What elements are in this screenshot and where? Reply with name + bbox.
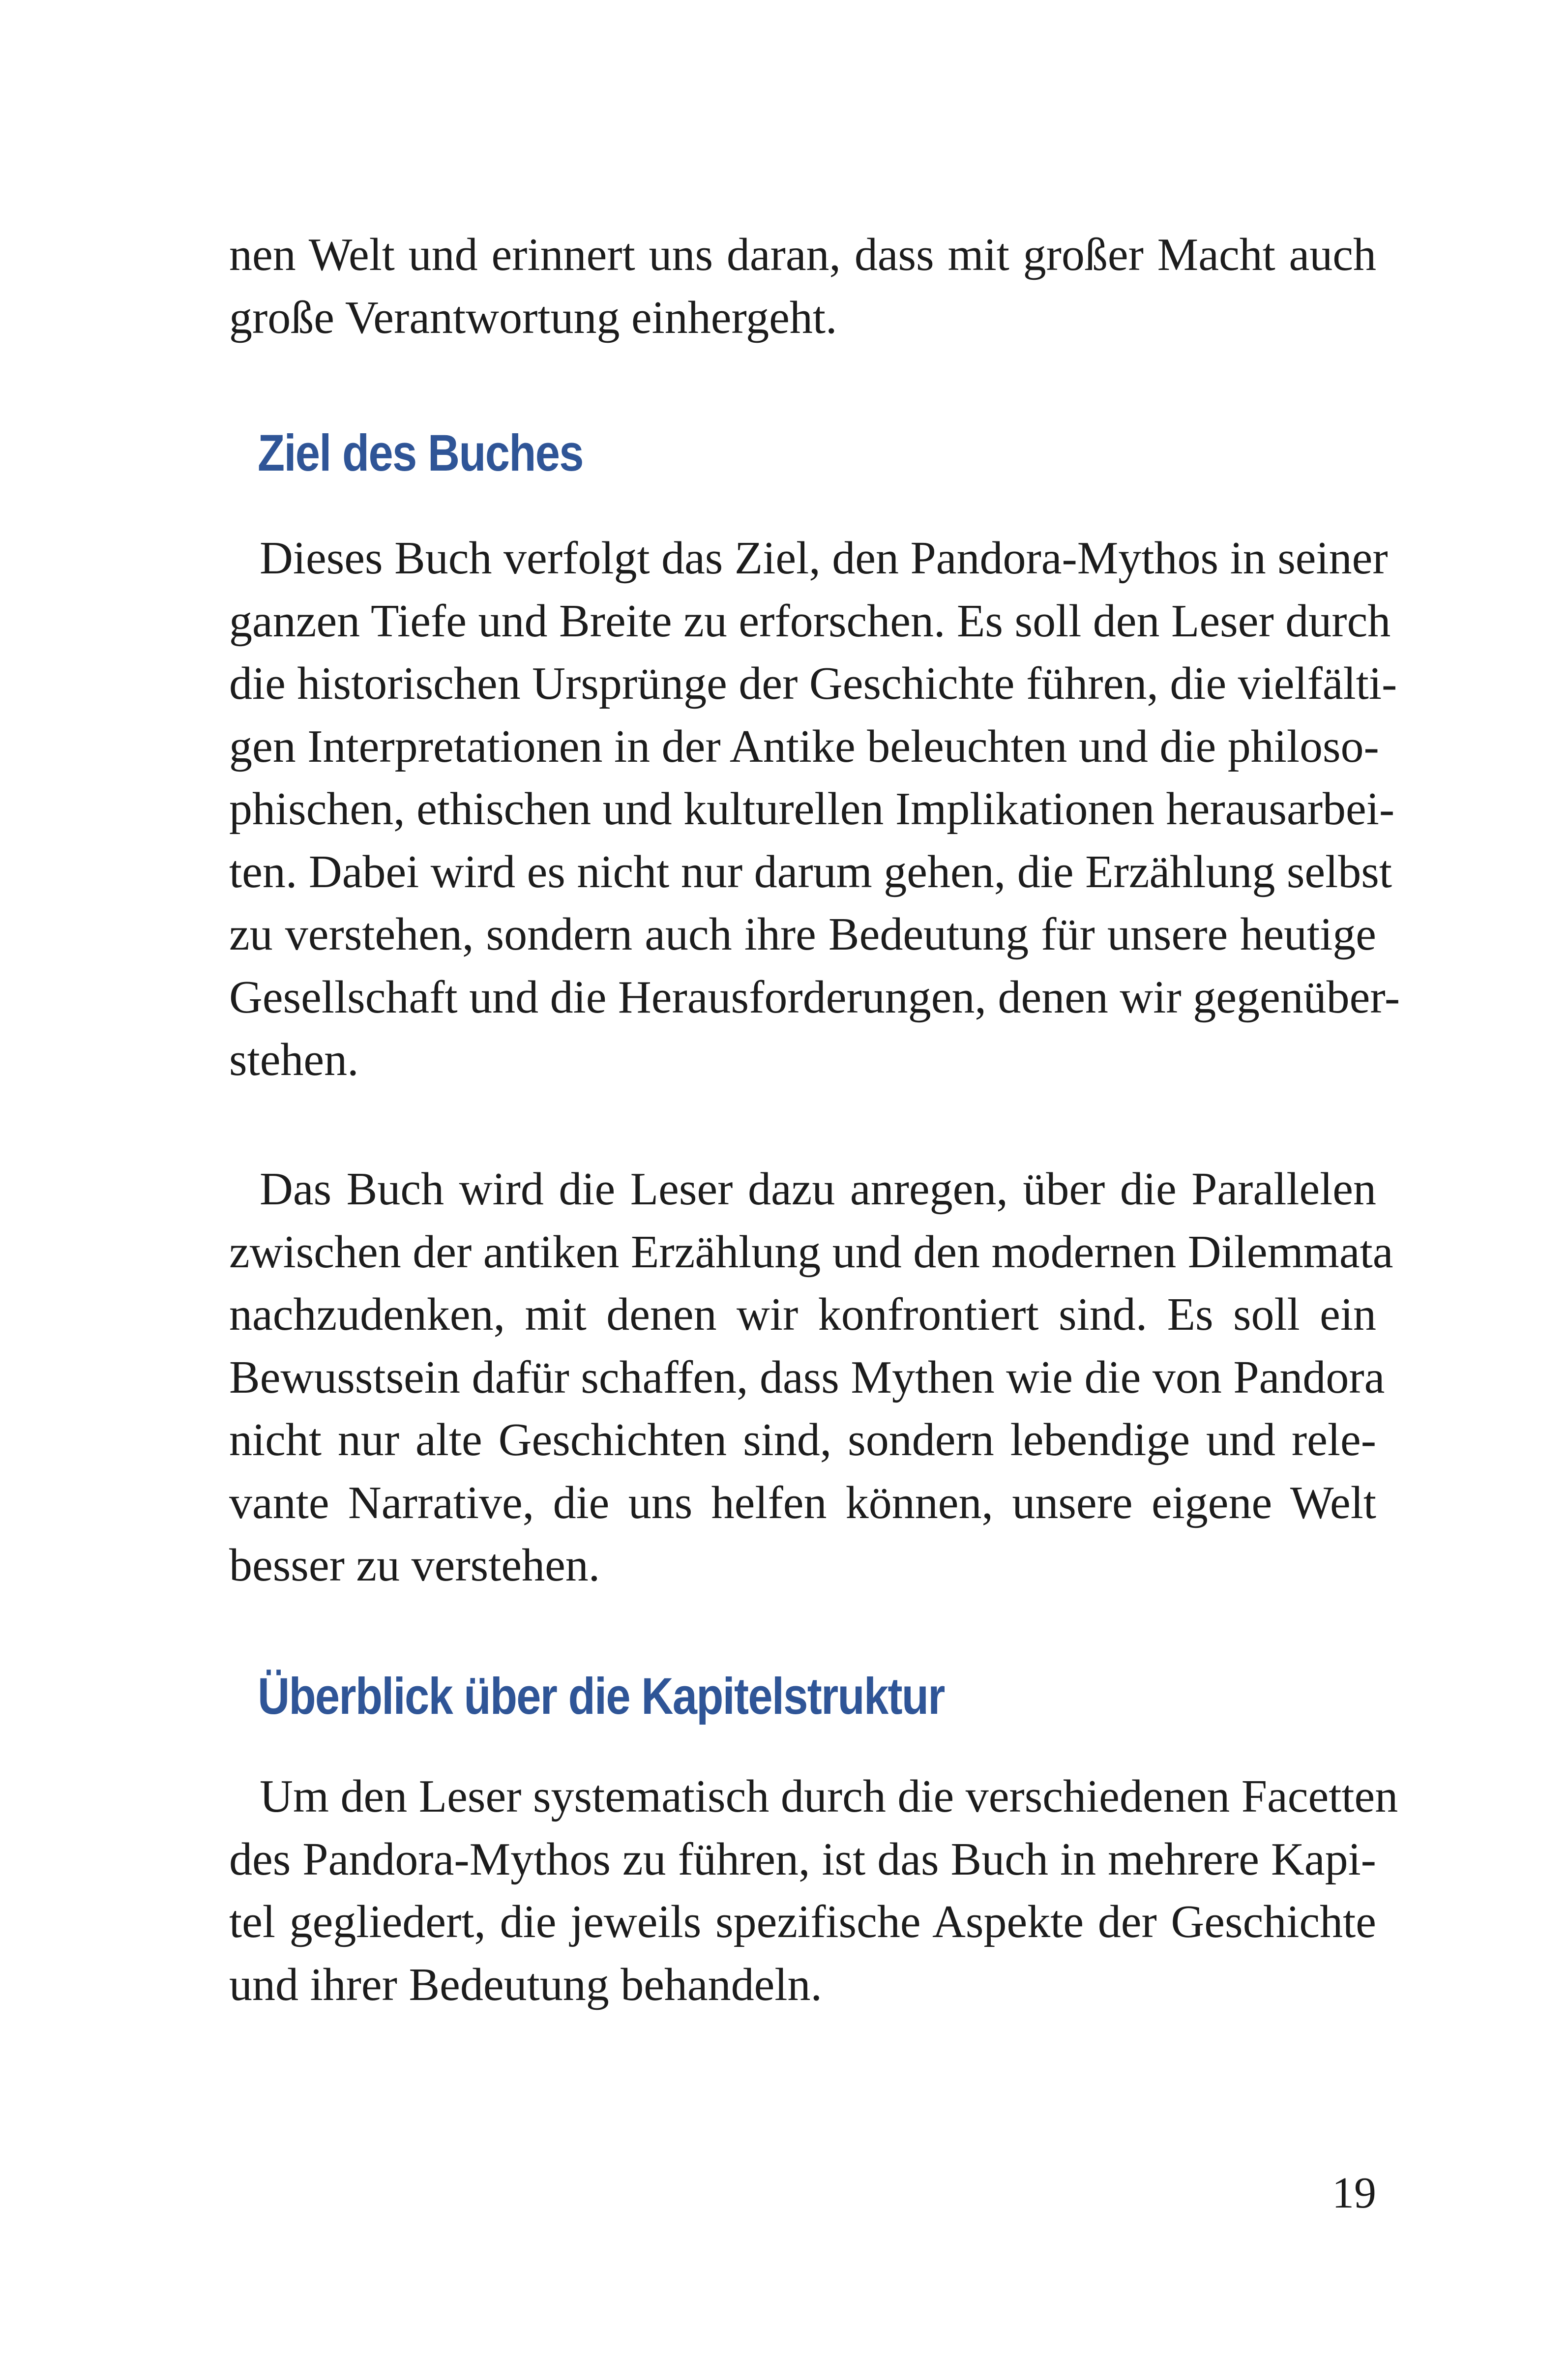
paragraph-line: und ihrer Bedeutung behandeln. (229, 1959, 822, 2010)
paragraph-line: tel gegliedert, die jeweils spezifische Aspekte der Geschichte (229, 1896, 1376, 1947)
page-number: 19 (1332, 2169, 1376, 2217)
paragraph-line: große Verantwortung einhergeht. (229, 292, 837, 343)
section-heading-ziel: Ziel des Buches (258, 424, 583, 482)
paragraph-line: Das Buch wird die Leser dazu anregen, über die Parallelen (260, 1164, 1376, 1215)
paragraph-line: Gesellschaft und die Herausforderungen, denen wir gegenüber- (229, 971, 1400, 1023)
paragraph-line: Bewusstsein dafür schaffen, dass Mythen wie die von Pandora (229, 1351, 1385, 1403)
section-heading-kapitelstruktur: Überblick über die Kapitelstruktur (258, 1668, 945, 1725)
section1-paragraph-2 (229, 1158, 1393, 1597)
paragraph-line: gen Interpretationen in der Antike beleuchten und die philoso- (229, 720, 1379, 772)
section1-paragraph-1 (229, 527, 1400, 1092)
paragraph-line: vante Narrative, die uns helfen können, unsere eigene Welt (229, 1477, 1376, 1528)
paragraph-line: besser zu verstehen. (229, 1540, 600, 1591)
paragraph-line: des Pandora-Mythos zu führen, ist das Buch in mehrere Kapi- (229, 1833, 1376, 1885)
paragraph-line: ten. Dabei wird es nicht nur darum gehen, die Erzählung selbst (229, 846, 1392, 897)
paragraph-line: Dieses Buch verfolgt das Ziel, den Pandora-Mythos in seiner (260, 533, 1388, 584)
paragraph-line: nen Welt und erinnert uns daran, dass mit großer Macht auch (229, 229, 1376, 280)
paragraph-line: zu verstehen, sondern auch ihre Bedeutung für unsere heutige (229, 909, 1376, 960)
paragraph-line: ganzen Tiefe und Breite zu erforschen. Es soll den Leser durch (229, 595, 1391, 647)
paragraph-line: Um den Leser systematisch durch die verschiedenen Facetten (260, 1771, 1398, 1822)
paragraph-line: phischen, ethischen und kulturellen Implikationen herausarbei- (229, 783, 1395, 835)
paragraph-line: nachzudenken, mit denen wir konfrontiert sind. Es soll ein (229, 1289, 1376, 1340)
section2-paragraph-1 (229, 1765, 1398, 2016)
paragraph-line: zwischen der antiken Erzählung und den modernen Dilemmata (229, 1226, 1393, 1278)
paragraph-line: nicht nur alte Geschichten sind, sondern lebendige und rele- (229, 1414, 1376, 1465)
intro-paragraph (229, 224, 1376, 349)
paragraph-line: stehen. (229, 1034, 359, 1085)
paragraph-line: die historischen Ursprünge der Geschichte führen, die vielfälti- (229, 658, 1397, 709)
